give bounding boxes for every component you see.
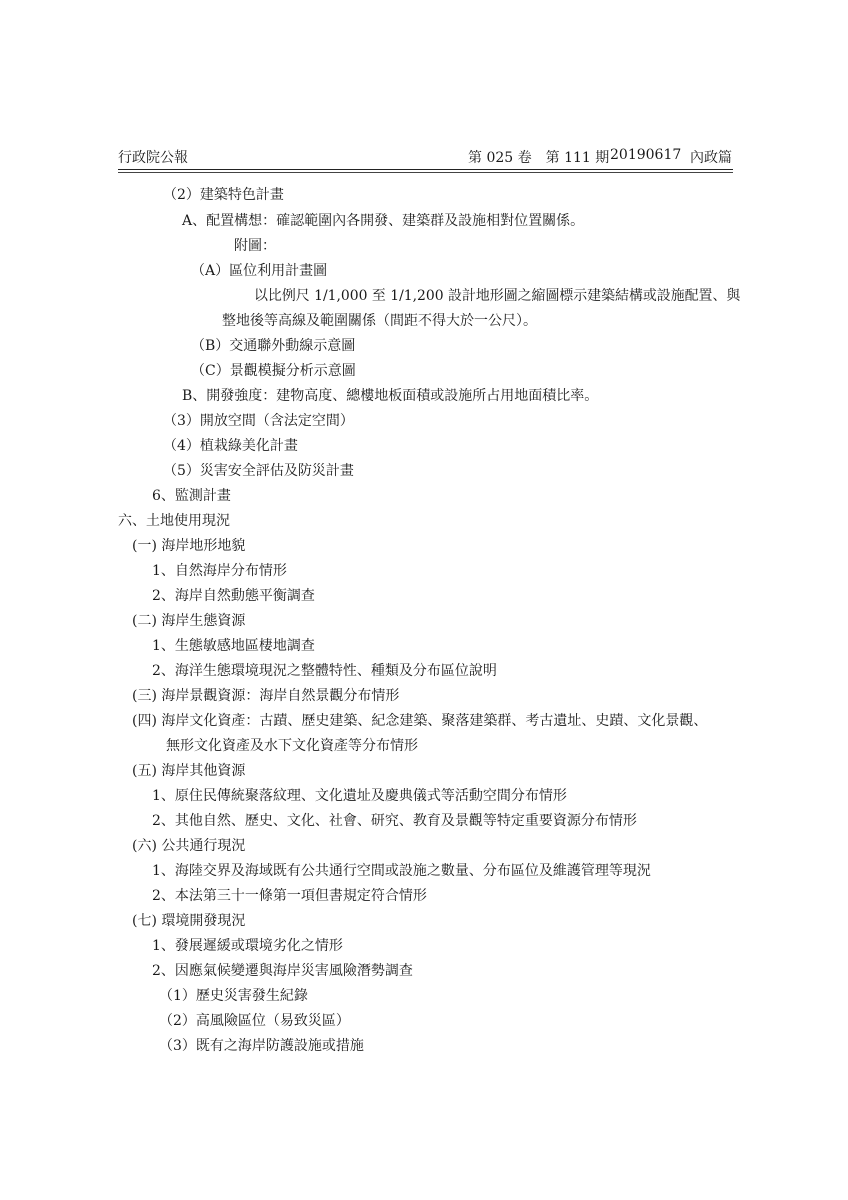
- text-line: （4）植栽綠美化計畫: [163, 438, 298, 454]
- text-line: （B）交通聯外動線示意圖: [191, 338, 356, 354]
- publication-date: 20190617: [610, 147, 682, 163]
- text-line: (五) 海岸其他資源: [132, 763, 246, 779]
- section-name: 內政篇: [690, 150, 732, 166]
- text-line: 1、自然海岸分布情形: [152, 563, 287, 579]
- text-line: B、開發強度：建物高度、總樓地板面積或設施所占用地面積比率。: [182, 388, 599, 404]
- text-line: (二) 海岸生態資源: [132, 613, 246, 629]
- text-line: 2、海洋生態環境現況之整體特性、種類及分布區位說明: [152, 663, 497, 679]
- text-line: 1、海陸交界及海域既有公共通行空間或設施之數量、分布區位及維護管理等現況: [152, 863, 651, 879]
- publication-name: 行政院公報: [118, 150, 188, 166]
- text-line: 整地後等高線及範圍關係（間距不得大於一公尺）。: [222, 313, 537, 329]
- text-line: （3）既有之海岸防護設施或措施: [159, 1038, 364, 1054]
- text-line: 1、發展遲緩或環境劣化之情形: [152, 938, 343, 954]
- text-line: (六) 公共通行現況: [132, 838, 246, 854]
- text-line: (四) 海岸文化資產：古蹟、歷史建築、紀念建築、聚落建築群、考古遺址、史蹟、文化景觀、: [132, 713, 708, 729]
- section-heading: 六、土地使用現況: [118, 513, 230, 529]
- text-line: 2、因應氣候變遷與海岸災害風險潛勢調查: [152, 963, 413, 979]
- text-line: （C）景觀模擬分析示意圖: [191, 363, 356, 379]
- text-line: （5）災害安全評估及防災計畫: [163, 463, 354, 479]
- text-line: 無形文化資產及水下文化資產等分布情形: [166, 738, 418, 754]
- text-line: 1、生態敏感地區棲地調查: [152, 638, 315, 654]
- text-line: (一) 海岸地形地貌: [132, 538, 246, 554]
- text-line: （A）區位利用計畫圖: [191, 263, 328, 279]
- text-line: （2）建築特色計畫: [163, 187, 284, 203]
- text-line: 附圖：: [234, 238, 276, 254]
- text-line: （3）開放空間（含法定空間）: [163, 413, 354, 429]
- header-rule: [118, 169, 733, 170]
- text-line: 2、海岸自然動態平衡調查: [152, 588, 315, 604]
- volume-issue: 第 025 卷 第 111 期: [468, 150, 610, 166]
- text-line: 6、監測計畫: [152, 488, 231, 504]
- text-line: (七) 環境開發現況: [132, 913, 246, 929]
- text-line: 以比例尺 1/1,000 至 1/1,200 設計地形圖之縮圖標示建築結構或設施配置、與: [254, 288, 741, 304]
- text-line: （2）高風險區位（易致災區）: [159, 1013, 350, 1029]
- text-line: 1、原住民傳統聚落紋理、文化遺址及慶典儀式等活動空間分布情形: [152, 788, 567, 804]
- text-line: (三) 海岸景觀資源：海岸自然景觀分布情形: [132, 688, 400, 704]
- header-rule-thin: [118, 172, 733, 173]
- text-line: 2、其他自然、歷史、文化、社會、研究、教育及景觀等特定重要資源分布情形: [152, 813, 637, 829]
- text-line: （1）歷史災害發生紀錄: [159, 988, 308, 1004]
- text-line: 2、本法第三十一條第一項但書規定符合情形: [152, 888, 427, 904]
- text-line: A、配置構想：確認範圍內各開發、建築群及設施相對位置關係。: [182, 213, 585, 229]
